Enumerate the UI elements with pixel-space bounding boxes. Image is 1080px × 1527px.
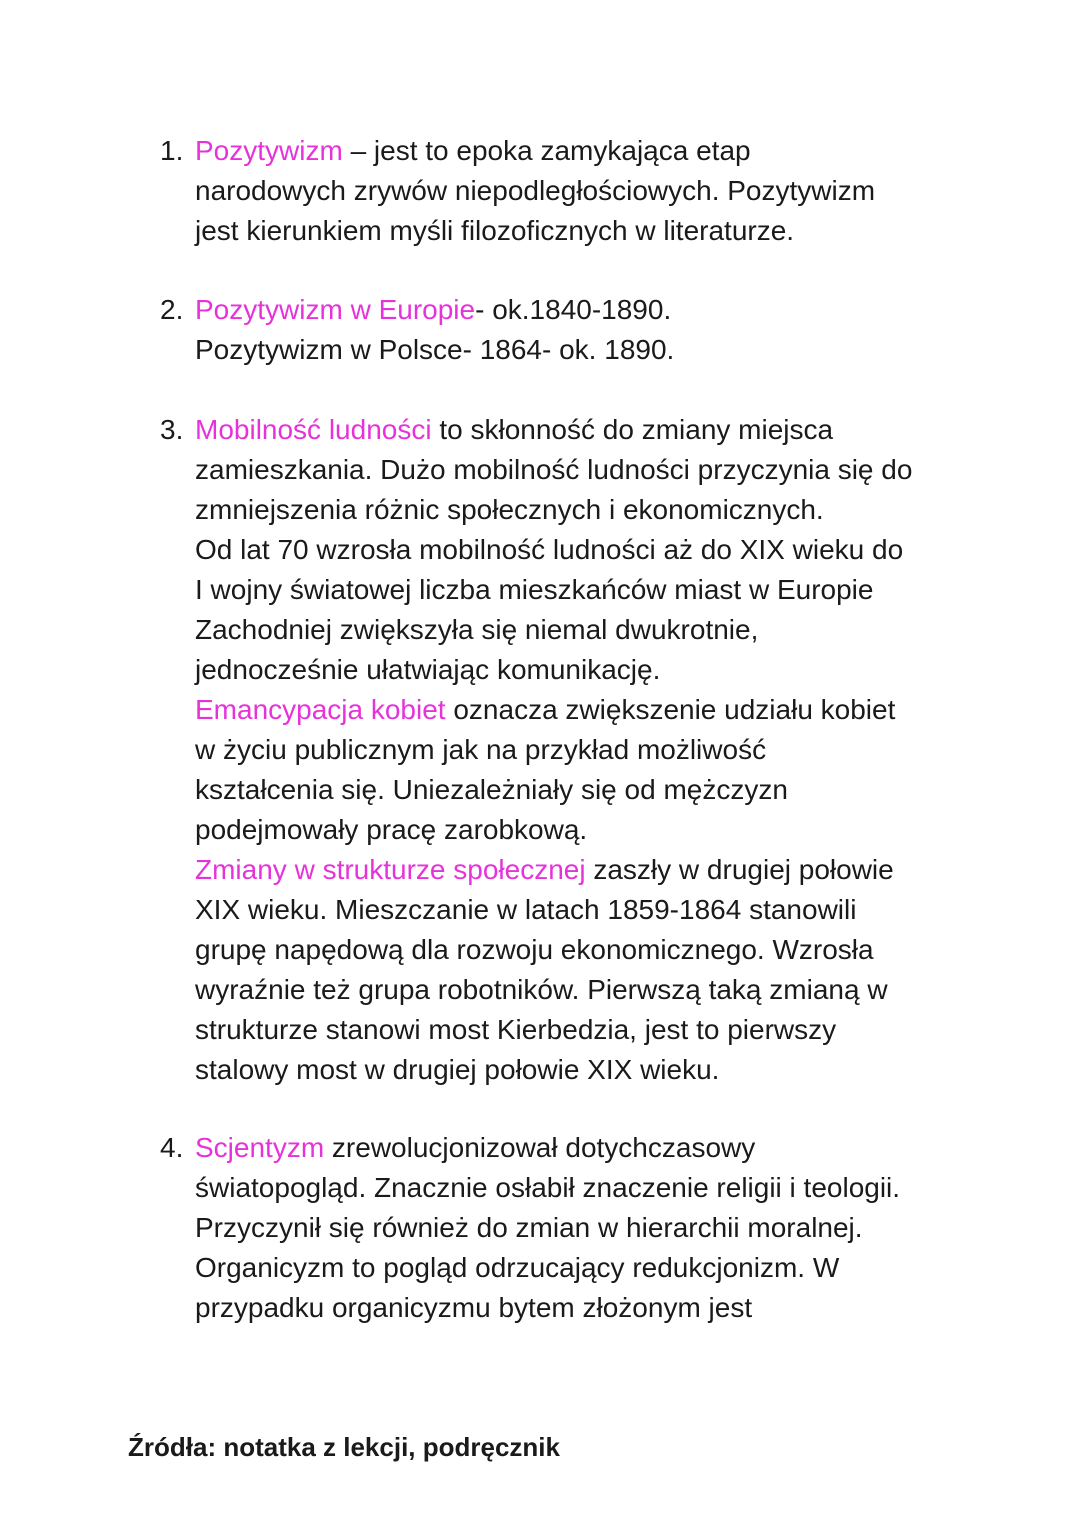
highlighted-term: Pozytywizm w Europie [195, 294, 476, 325]
highlighted-term: Pozytywizm [195, 135, 343, 166]
item-line [195, 850, 980, 890]
item-line: jednocześnie ułatwiając komunikację. [195, 654, 661, 685]
item-line: Zachodniej zwiększyła się niemal dwukrotnie, [195, 614, 759, 645]
item-number: 3. [160, 414, 184, 445]
item-line [195, 131, 980, 171]
item-line: Przyczynił się również do zmian w hierarchii moralnej. [195, 1212, 863, 1243]
line-text: to skłonność do zmiany miejsca [431, 414, 834, 445]
item-line: jest kierunkiem myśli filozoficznych w literaturze. [195, 215, 795, 246]
item-number: 1. [160, 135, 184, 166]
item-line: strukturze stanowi most Kierbedzia, jest to pierwszy [195, 1014, 837, 1045]
item-number: 4. [160, 1132, 184, 1163]
highlighted-term: Scjentyzm [195, 1132, 325, 1163]
highlighted-term: Emancypacja kobiet [195, 694, 446, 725]
line-text: oznacza zwiększenie udziału kobiet [445, 694, 896, 725]
item-line: podejmowały pracę zarobkową. [195, 814, 588, 845]
item-line: stalowy most w drugiej połowie XIX wieku. [195, 1054, 720, 1085]
list-item-4 [160, 1128, 980, 1328]
item-line: XIX wieku. Mieszczanie w latach 1859-1864 stanowili [195, 894, 857, 925]
item-line: Od lat 70 wzrosła mobilność ludności aż do XIX wieku do [195, 534, 904, 565]
item-line: narodowych zrywów niepodległościowych. Pozytywizm [195, 175, 876, 206]
item-line [195, 1128, 980, 1168]
item-line: Pozytywizm w Polsce- 1864- ok. 1890. [195, 334, 675, 365]
item-line [195, 410, 980, 450]
line-text: - ok.1840-1890. [475, 294, 672, 325]
line-text: zaszły w drugiej połowie [585, 854, 894, 885]
item-line: wyraźnie też grupa robotników. Pierwszą taką zmianą w [195, 974, 888, 1005]
item-number: 2. [160, 294, 184, 325]
line-text: – jest to epoka zamykająca etap [342, 135, 751, 166]
item-line [195, 290, 980, 330]
list-item-1 [160, 131, 980, 251]
list-item-2 [160, 290, 980, 370]
item-line: przypadku organicyzmu bytem złożonym jest [195, 1292, 753, 1323]
item-line: Organicyzm to pogląd odrzucający redukcjonizm. W [195, 1252, 840, 1283]
item-line [195, 690, 980, 730]
item-line: zamieszkania. Dużo mobilność ludności przyczynia się do [195, 454, 913, 485]
item-line: w życiu publicznym jak na przykład możliwość [195, 734, 767, 765]
highlighted-term: Mobilność ludności [195, 414, 432, 445]
item-line: I wojny światowej liczba mieszkańców miast w Europie [195, 574, 874, 605]
list-item-3 [160, 410, 980, 1090]
item-line: światopogląd. Znacznie osłabił znaczenie religii i teologii. [195, 1172, 901, 1203]
item-line: grupę napędową dla rozwoju ekonomicznego. Wzrosła [195, 934, 874, 965]
sources-note: Źródła: notatka z lekcji, podręcznik [128, 1432, 560, 1462]
highlighted-term: Zmiany w strukturze społecznej [195, 854, 586, 885]
item-line: zmniejszenia różnic społecznych i ekonomicznych. [195, 494, 824, 525]
line-text: zrewolucjonizował dotychczasowy [324, 1132, 756, 1163]
item-line: kształcenia się. Uniezależniały się od mężczyzn [195, 774, 788, 805]
